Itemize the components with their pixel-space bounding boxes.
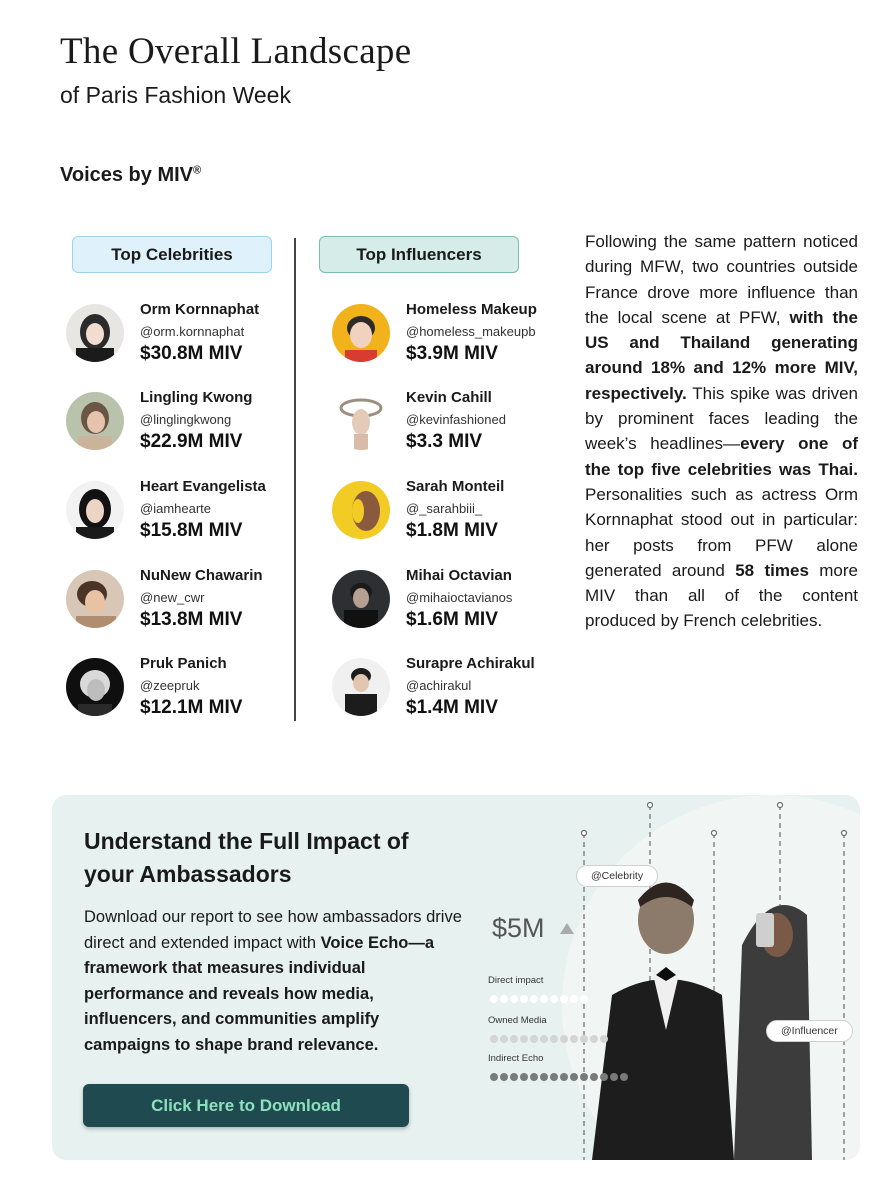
avatar (66, 304, 124, 362)
person-handle: @linglingkwong (140, 412, 232, 427)
owned-media-label: Owned Media (488, 1015, 547, 1026)
person-name: Surapre Achirakul (406, 655, 535, 672)
avatar (66, 392, 124, 450)
analysis-paragraph: Following the same pattern noticed during MFW, two countries outside France drove more influence than the local scene at PFW, with the US and Thailand generating around 18% and 12% more MIV, respectively. This spike was driven by prominent faces leading the week’s headlines—every one of the top five celebrities was Thai. Personalities such as actress Orm Kornnaphat stood out in particular: her posts from PFW alone generated around 58 times more MIV than all of the content produced by French celebrities. (585, 232, 858, 631)
person-name: Orm Kornnaphat (140, 301, 260, 318)
avatar (332, 481, 390, 539)
person-name: Sarah Monteil (406, 478, 505, 495)
indirect-echo-dots (490, 1073, 628, 1081)
column-divider (294, 238, 296, 721)
avatar (66, 570, 124, 628)
direct-impact-label: Direct impact (488, 975, 544, 986)
person-miv: $1.6M MIV (406, 609, 498, 630)
person-miv: $13.8M MIV (140, 609, 243, 630)
page-subtitle: of Paris Fashion Week (60, 82, 291, 108)
person-name: NuNew Chawarin (140, 567, 263, 584)
person-handle: @_sarahbiii_ (406, 501, 483, 516)
person-handle: @kevinfashioned (406, 412, 506, 427)
avatar (332, 392, 390, 450)
person-handle: @iamhearte (140, 501, 212, 516)
ambassador-visual (472, 795, 860, 1160)
top-influencers-label: Top Influencers (319, 236, 519, 273)
avatar (332, 658, 390, 716)
direct-impact-dots (490, 995, 588, 1003)
top-celebrities-label: Top Celebrities (72, 236, 272, 273)
person-miv: $3.3 MIV (406, 431, 483, 452)
impact-amount: $5M (492, 913, 545, 943)
person-handle: @orm.kornnaphat (140, 324, 245, 339)
person-miv: $15.8M MIV (140, 520, 243, 541)
person-miv: $1.8M MIV (406, 520, 498, 541)
person-name: Heart Evangelista (140, 478, 266, 495)
person-handle: @new_cwr (140, 590, 205, 605)
influencer-tag: @Influencer (766, 1020, 853, 1042)
person-handle: @achirakul (406, 678, 472, 693)
person-miv: $1.4M MIV (406, 697, 498, 718)
person-name: Kevin Cahill (406, 389, 492, 406)
banner-title: Understand the Full Impact of your Ambassadors (84, 828, 409, 887)
person-name: Pruk Panich (140, 655, 227, 672)
person-name: Mihai Octavian (406, 567, 512, 584)
person-name: Homeless Makeup (406, 301, 537, 318)
person-handle: @homeless_makeupb (406, 324, 536, 339)
owned-media-dots (490, 1035, 608, 1043)
up-arrow-icon (560, 923, 574, 934)
download-banner (52, 795, 860, 1160)
page-title: The Overall Landscape (60, 31, 412, 72)
person-miv: $12.1M MIV (140, 697, 243, 718)
section-heading: Voices by MIV® (60, 164, 202, 186)
person-handle: @zeepruk (140, 678, 200, 693)
banner-description: Download our report to see how ambassadors drive direct and extended impact with Voice Echo—a framework that measures individual performance and reveals how media, influencers, and communities amplify campaigns to shape brand relevance. (84, 908, 462, 1054)
celebrity-tag: @Celebrity (576, 865, 658, 887)
avatar (332, 304, 390, 362)
avatar (66, 481, 124, 539)
avatar (332, 570, 390, 628)
person-miv: $22.9M MIV (140, 431, 243, 452)
person-handle: @mihaioctavianos (406, 590, 513, 605)
download-button[interactable]: Click Here to Download (83, 1084, 409, 1127)
person-name: Lingling Kwong (140, 389, 253, 406)
indirect-echo-label: Indirect Echo (488, 1053, 544, 1064)
avatar (66, 658, 124, 716)
person-miv: $3.9M MIV (406, 343, 498, 364)
person-miv: $30.8M MIV (140, 343, 243, 364)
